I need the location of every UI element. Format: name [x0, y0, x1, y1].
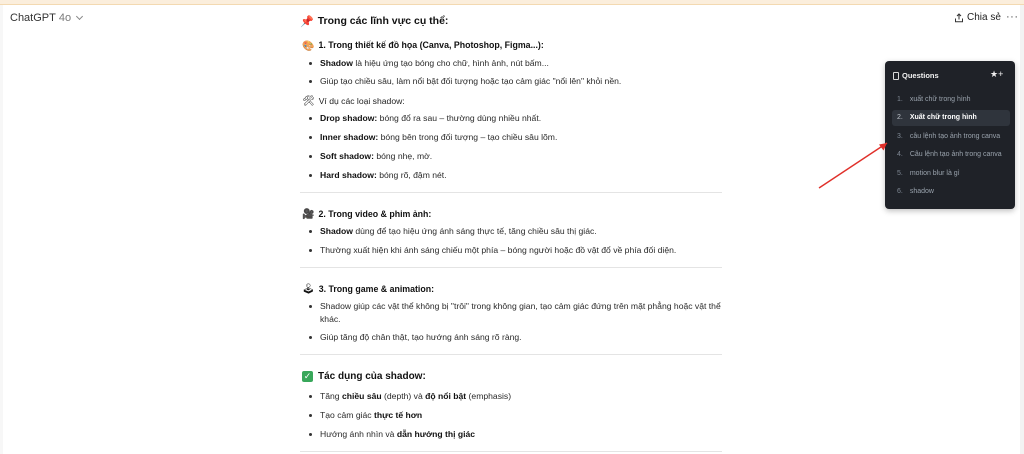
bold-text: chiều sâu	[341, 391, 382, 402]
list-item	[308, 131, 730, 144]
scrollbar-track[interactable]	[1020, 5, 1024, 454]
chevron-down-icon	[76, 13, 83, 20]
bold-text: độ nổi bật	[425, 391, 467, 402]
section-title-text: 2. Trong video & phim ảnh:	[318, 208, 432, 219]
document-icon	[893, 72, 899, 80]
stars-icon[interactable]: ★+	[990, 69, 1004, 79]
bullet-list	[308, 390, 730, 441]
list-item	[308, 112, 730, 125]
item-text: bóng nhẹ, mờ.	[373, 151, 433, 162]
question-item[interactable]	[892, 166, 1010, 182]
list-item	[308, 331, 730, 344]
bold-text: dẫn hướng thị giác	[396, 429, 476, 440]
section-title-design	[302, 39, 730, 54]
section-title-game	[302, 282, 730, 297]
section-title-text: 1. Trong thiết kế đồ họa (Canva, Photoshop, Figma...):	[318, 40, 544, 51]
list-item	[308, 390, 730, 403]
effects-heading	[302, 369, 730, 384]
question-number: 5.	[897, 169, 903, 177]
question-item[interactable]	[892, 147, 1010, 163]
item-text: Giúp tạo chiều sâu, làm nổi bật đối tượng hoặc tạo cảm giác "nổi lên" khỏi nền.	[320, 76, 622, 87]
list-item	[308, 244, 730, 257]
item-text: Thường xuất hiện khi ánh sáng chiếu một phía – bóng người hoặc đồ vật đổ về phía đối diện.	[320, 244, 677, 255]
question-number: 2.	[897, 114, 903, 122]
section-title-text: 3. Trong game & animation:	[318, 283, 435, 294]
check-mark-icon: ✓	[303, 371, 312, 382]
divider	[300, 267, 722, 268]
item-text: Shadow giúp các vật thể không bị "trôi" trong không gian, tạo cảm giác đứng trên mặt phẳng hoặc vật thể khác.	[320, 300, 721, 324]
camera-icon: 🎥	[302, 208, 315, 220]
heading-text: Trong các lĩnh vực cụ thể:	[317, 15, 449, 28]
joystick-icon: 🕹	[302, 283, 315, 295]
section-title-video	[302, 207, 730, 222]
bold-text: Inner shadow:	[320, 132, 379, 143]
question-label: motion blur là gì	[909, 169, 960, 177]
questions-panel-header	[893, 71, 939, 80]
divider	[300, 192, 722, 193]
question-number: 1.	[897, 96, 903, 103]
question-number: 3.	[897, 132, 903, 140]
questions-panel	[885, 61, 1015, 209]
model-version: 4o	[58, 12, 72, 24]
divider	[300, 354, 722, 355]
list-item	[308, 169, 730, 182]
effects-title: Tác dụng của shadow:	[318, 371, 426, 383]
question-label: xuất chữ trong hình	[909, 96, 971, 103]
list-item	[308, 409, 730, 422]
list-item	[308, 428, 730, 441]
share-label: Chia sẻ	[967, 12, 1001, 23]
item-text: dùng để tạo hiệu ứng ánh sáng thực tế, tăng chiều sâu thị giác.	[352, 225, 597, 236]
annotation-arrow	[815, 140, 895, 190]
examples-label-text: Ví dụ các loại shadow:	[318, 96, 405, 107]
sidebar-edge	[0, 5, 3, 454]
share-button[interactable]	[954, 12, 1001, 23]
question-item[interactable]	[892, 129, 1010, 145]
question-label: câu lệnh tạo ảnh trong canva	[909, 132, 1001, 140]
question-item[interactable]	[892, 184, 1010, 200]
model-selector[interactable]	[10, 12, 82, 24]
item-text: bóng rõ, đậm nét.	[376, 169, 447, 180]
questions-list	[892, 92, 1010, 202]
bold-text: Soft shadow:	[320, 151, 374, 162]
divider	[300, 451, 722, 452]
item-text: Hướng ánh nhìn và	[320, 429, 397, 440]
item-text: Giúp tăng độ chân thật, tạo hướng ánh sáng rõ ràng.	[320, 332, 522, 343]
pushpin-icon: 📌	[300, 16, 314, 28]
bold-text: thực tế hơn	[373, 410, 423, 421]
section-heading	[300, 14, 730, 31]
bullet-list	[308, 112, 730, 182]
list-item	[308, 225, 730, 238]
bold-text: Shadow	[320, 225, 353, 236]
questions-title: Questions	[902, 71, 939, 80]
question-number: 6.	[897, 187, 903, 195]
question-item[interactable]	[892, 92, 1010, 108]
bullet-list	[308, 225, 730, 257]
message-content	[300, 14, 730, 454]
bold-text: Shadow	[320, 57, 353, 68]
bold-text: Drop shadow:	[320, 113, 378, 124]
item-text: Tạo cảm giác	[320, 410, 374, 421]
bullet-list	[308, 300, 730, 345]
item-text: (emphasis)	[466, 391, 512, 402]
more-options-button[interactable]: ···	[1006, 11, 1019, 23]
item-text: bóng đổ ra sau – thường dùng nhiều nhất.	[377, 113, 542, 124]
question-number: 4.	[897, 151, 903, 159]
question-item-active[interactable]	[892, 110, 1010, 126]
bold-text: Hard shadow:	[320, 169, 377, 180]
list-item	[308, 75, 730, 88]
question-label: Xuất chữ trong hình	[909, 114, 977, 122]
palette-icon: 🎨	[302, 40, 315, 52]
app-name: ChatGPT	[10, 12, 56, 24]
bullet-list	[308, 57, 730, 89]
question-label: Câu lệnh tạo ảnh trong canva	[909, 151, 1002, 159]
tools-icon: 🛠	[302, 96, 315, 108]
list-item	[308, 300, 730, 326]
item-text: bóng bên trong đối tượng – tạo chiều sâu lõm.	[378, 132, 558, 143]
item-text: (depth) và	[381, 391, 426, 402]
list-item	[308, 150, 730, 163]
list-item	[308, 57, 730, 70]
item-text: Tăng	[320, 391, 342, 402]
examples-label	[302, 94, 730, 109]
item-text: là hiệu ứng tạo bóng cho chữ, hình ảnh, nút bấm...	[352, 57, 549, 68]
question-label: shadow	[909, 187, 934, 195]
share-icon	[954, 13, 964, 23]
